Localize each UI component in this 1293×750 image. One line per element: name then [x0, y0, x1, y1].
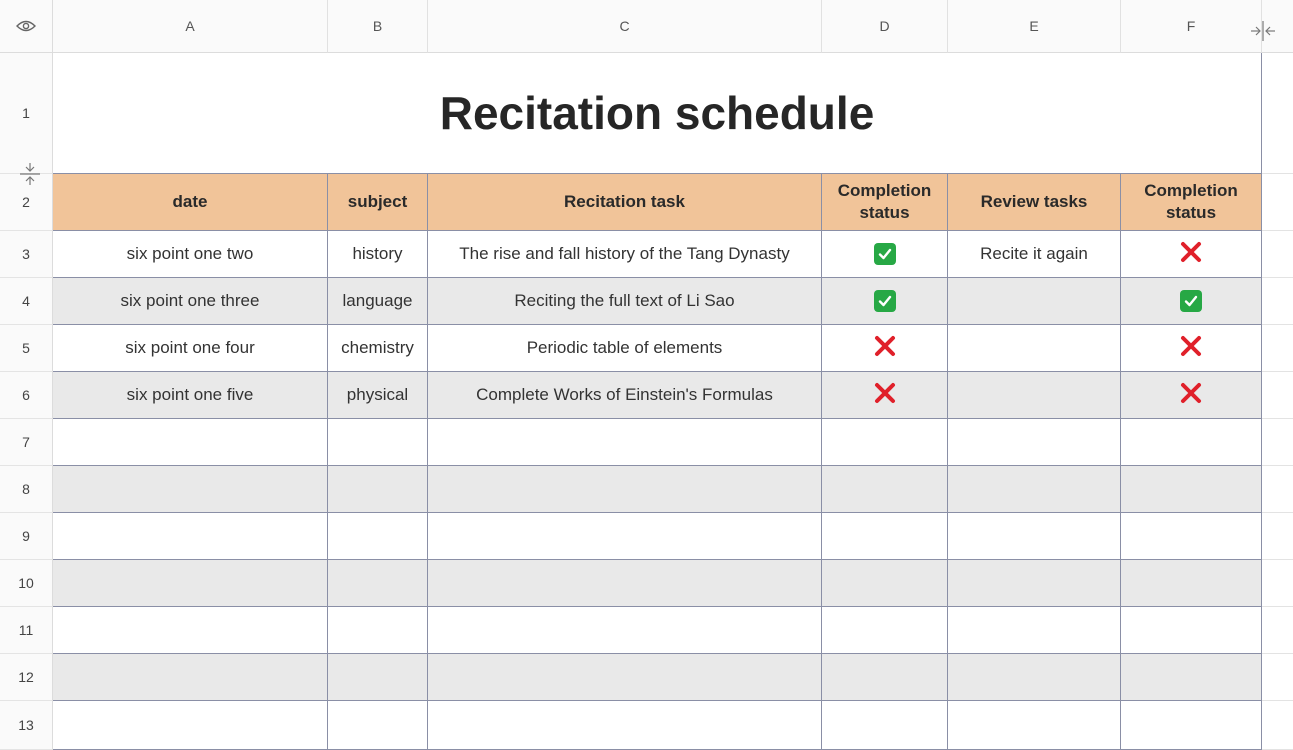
- task-cell[interactable]: [428, 654, 822, 701]
- row-header-13[interactable]: 13: [0, 701, 53, 750]
- completion-status-cell-2[interactable]: [1121, 560, 1262, 607]
- review-task-cell[interactable]: [948, 372, 1121, 419]
- date-cell[interactable]: six point one three: [53, 278, 328, 325]
- row-header-8[interactable]: 8: [0, 466, 53, 513]
- review-task-cell[interactable]: [948, 466, 1121, 513]
- row-header-2[interactable]: 2: [0, 174, 53, 231]
- column-header-f[interactable]: F: [1121, 0, 1262, 53]
- row-header-12[interactable]: 12: [0, 654, 53, 701]
- review-task-cell[interactable]: [948, 513, 1121, 560]
- check-mark-icon: [874, 290, 896, 312]
- column-header-e[interactable]: E: [948, 0, 1121, 53]
- empty-cell[interactable]: [1262, 466, 1293, 513]
- completion-status-cell-2[interactable]: [1121, 654, 1262, 701]
- task-cell[interactable]: [428, 560, 822, 607]
- empty-cell[interactable]: [1262, 607, 1293, 654]
- row-header-4[interactable]: 4: [0, 278, 53, 325]
- subject-cell[interactable]: [328, 607, 428, 654]
- completion-status-cell-2[interactable]: [1121, 278, 1262, 325]
- review-task-cell[interactable]: Recite it again: [948, 231, 1121, 278]
- empty-cell[interactable]: [1262, 53, 1293, 174]
- task-cell[interactable]: [428, 466, 822, 513]
- column-header-d[interactable]: D: [822, 0, 948, 53]
- date-cell[interactable]: [53, 560, 328, 607]
- review-task-cell[interactable]: [948, 701, 1121, 750]
- row-header-11[interactable]: 11: [0, 607, 53, 654]
- completion-status-cell-2[interactable]: [1121, 231, 1262, 278]
- review-task-cell[interactable]: [948, 560, 1121, 607]
- task-cell[interactable]: [428, 607, 822, 654]
- row-header-10[interactable]: 10: [0, 560, 53, 607]
- check-mark-icon: [874, 243, 896, 265]
- date-cell[interactable]: six point one two: [53, 231, 328, 278]
- completion-status-cell[interactable]: [822, 654, 948, 701]
- header-completion-status-2[interactable]: Completion status: [1121, 174, 1262, 231]
- check-mark-icon: [1180, 290, 1202, 312]
- subject-cell[interactable]: chemistry: [328, 325, 428, 372]
- date-cell[interactable]: [53, 701, 328, 750]
- completion-status-cell[interactable]: [822, 513, 948, 560]
- empty-cell[interactable]: [1262, 513, 1293, 560]
- completion-status-cell[interactable]: [822, 701, 948, 750]
- completion-status-cell-2[interactable]: [1121, 325, 1262, 372]
- subject-cell[interactable]: history: [328, 231, 428, 278]
- date-cell[interactable]: [53, 513, 328, 560]
- subject-cell[interactable]: physical: [328, 372, 428, 419]
- row-header-6[interactable]: 6: [0, 372, 53, 419]
- review-task-cell[interactable]: [948, 325, 1121, 372]
- review-task-cell[interactable]: [948, 419, 1121, 466]
- completion-status-cell-2[interactable]: [1121, 607, 1262, 654]
- date-cell[interactable]: [53, 654, 328, 701]
- completion-status-cell[interactable]: [822, 372, 948, 419]
- subject-cell[interactable]: [328, 466, 428, 513]
- empty-cell[interactable]: [1262, 174, 1293, 231]
- review-task-cell[interactable]: [948, 607, 1121, 654]
- empty-cell[interactable]: [1262, 372, 1293, 419]
- task-cell[interactable]: The rise and fall history of the Tang Dynasty: [428, 231, 822, 278]
- cross-mark-icon: [1179, 334, 1203, 363]
- column-resize-icon[interactable]: [1250, 20, 1276, 42]
- completion-status-cell[interactable]: [822, 560, 948, 607]
- empty-cell[interactable]: [1262, 560, 1293, 607]
- task-cell[interactable]: Periodic table of elements: [428, 325, 822, 372]
- completion-status-cell[interactable]: [822, 466, 948, 513]
- header-completion-status[interactable]: Completion status: [822, 174, 948, 231]
- subject-cell[interactable]: [328, 654, 428, 701]
- task-cell[interactable]: [428, 701, 822, 750]
- row-header-1[interactable]: 1: [0, 53, 53, 174]
- empty-cell[interactable]: [1262, 654, 1293, 701]
- subject-cell[interactable]: [328, 513, 428, 560]
- header-subject[interactable]: subject: [328, 174, 428, 231]
- review-task-cell[interactable]: [948, 278, 1121, 325]
- column-header-c[interactable]: C: [428, 0, 822, 53]
- task-cell[interactable]: [428, 513, 822, 560]
- completion-status-cell-2[interactable]: [1121, 513, 1262, 560]
- subject-cell[interactable]: [328, 701, 428, 750]
- date-cell[interactable]: six point one five: [53, 372, 328, 419]
- date-cell[interactable]: [53, 466, 328, 513]
- completion-status-cell[interactable]: [822, 419, 948, 466]
- completion-status-cell[interactable]: [822, 278, 948, 325]
- cross-mark-icon: [873, 334, 897, 363]
- row-header-9[interactable]: 9: [0, 513, 53, 560]
- sheet-title[interactable]: Recitation schedule: [53, 53, 1262, 174]
- empty-cell[interactable]: [1262, 231, 1293, 278]
- subject-cell[interactable]: [328, 560, 428, 607]
- task-cell[interactable]: Complete Works of Einstein's Formulas: [428, 372, 822, 419]
- completion-status-cell[interactable]: [822, 325, 948, 372]
- completion-status-cell-2[interactable]: [1121, 701, 1262, 750]
- empty-cell[interactable]: [1262, 278, 1293, 325]
- column-header-a[interactable]: A: [53, 0, 328, 53]
- row-header-3[interactable]: 3: [0, 231, 53, 278]
- task-cell[interactable]: [428, 419, 822, 466]
- completion-status-cell-2[interactable]: [1121, 466, 1262, 513]
- header-review-tasks[interactable]: Review tasks: [948, 174, 1121, 231]
- cross-mark-icon: [873, 381, 897, 410]
- date-cell[interactable]: six point one four: [53, 325, 328, 372]
- completion-status-cell-2[interactable]: [1121, 419, 1262, 466]
- review-task-cell[interactable]: [948, 654, 1121, 701]
- completion-status-cell[interactable]: [822, 607, 948, 654]
- empty-cell[interactable]: [1262, 325, 1293, 372]
- empty-cell[interactable]: [1262, 701, 1293, 750]
- cross-mark-icon: [1179, 381, 1203, 410]
- select-all-corner[interactable]: [0, 0, 53, 53]
- date-cell[interactable]: [53, 607, 328, 654]
- header-date[interactable]: date: [53, 174, 328, 231]
- completion-status-cell[interactable]: [822, 231, 948, 278]
- task-cell[interactable]: Reciting the full text of Li Sao: [428, 278, 822, 325]
- row-header-5[interactable]: 5: [0, 325, 53, 372]
- row-header-7[interactable]: 7: [0, 419, 53, 466]
- eye-icon: [16, 19, 36, 33]
- cross-mark-icon: [1179, 240, 1203, 269]
- subject-cell[interactable]: language: [328, 278, 428, 325]
- row-resize-icon[interactable]: [19, 162, 41, 186]
- empty-cell[interactable]: [1262, 419, 1293, 466]
- subject-cell[interactable]: [328, 419, 428, 466]
- completion-status-cell-2[interactable]: [1121, 372, 1262, 419]
- column-header-b[interactable]: B: [328, 0, 428, 53]
- header-recitation-task[interactable]: Recitation task: [428, 174, 822, 231]
- date-cell[interactable]: [53, 419, 328, 466]
